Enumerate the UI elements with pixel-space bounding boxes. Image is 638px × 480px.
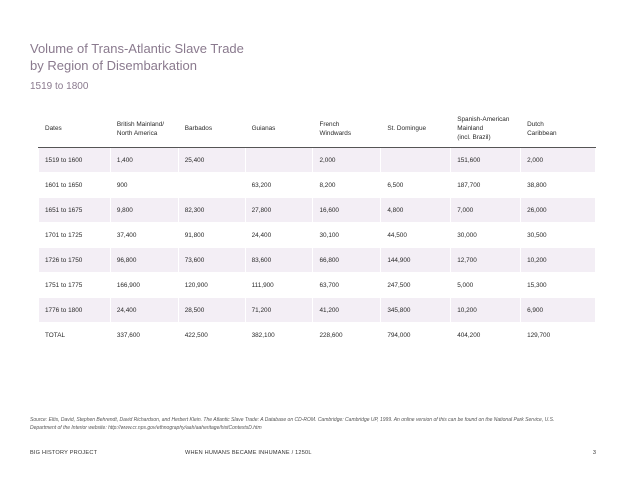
title-line-2: by Region of Disembarkation xyxy=(30,58,197,73)
table-row xyxy=(39,173,596,198)
value-cell: 27,800 xyxy=(245,198,313,223)
column-header xyxy=(451,110,521,148)
column-header-line: Dates xyxy=(45,125,62,132)
date-range-cell: 1651 to 1675 xyxy=(39,198,111,223)
value-cell xyxy=(381,148,451,173)
source-line-2: Department of the Interior website: http://www.cr.nps.gov/ethnography/aah/aaheritage/histContextsD.htm xyxy=(30,425,262,431)
total-cell: 404,200 xyxy=(451,323,521,348)
total-cell: 382,100 xyxy=(245,323,313,348)
value-cell: 6,500 xyxy=(381,173,451,198)
value-cell: 91,800 xyxy=(178,223,245,248)
value-cell: 10,200 xyxy=(521,248,596,273)
value-cell: 24,400 xyxy=(245,223,313,248)
value-cell xyxy=(178,173,245,198)
value-cell: 44,500 xyxy=(381,223,451,248)
value-cell: 15,300 xyxy=(521,273,596,298)
value-cell: 83,600 xyxy=(245,248,313,273)
table-row xyxy=(39,198,596,223)
column-header xyxy=(178,110,245,148)
column-header-line: North America xyxy=(116,129,158,137)
table-row xyxy=(39,148,596,173)
column-header-line: French xyxy=(319,120,340,128)
value-cell: 37,400 xyxy=(110,223,178,248)
column-header-line: St. Domingue xyxy=(387,125,427,132)
value-cell: 96,800 xyxy=(110,248,178,273)
value-cell: 63,200 xyxy=(245,173,313,198)
value-cell: 166,900 xyxy=(110,273,178,298)
value-cell: 41,200 xyxy=(313,298,381,323)
total-cell: 794,000 xyxy=(381,323,451,348)
value-cell: 1,400 xyxy=(110,148,178,173)
value-cell: 66,800 xyxy=(313,248,381,273)
date-range-cell: 1601 to 1650 xyxy=(39,173,111,198)
column-header xyxy=(313,110,381,148)
value-cell: 8,200 xyxy=(313,173,381,198)
column-header-line: Windwards xyxy=(319,129,352,137)
value-cell: 120,900 xyxy=(178,273,245,298)
value-cell: 71,200 xyxy=(245,298,313,323)
title-line-1: Volume of Trans-Atlantic Slave Trade xyxy=(30,41,244,56)
value-cell: 9,800 xyxy=(110,198,178,223)
footer-article-title: WHEN HUMANS BECAME INHUMANE / 1250L xyxy=(185,450,312,456)
value-cell: 6,900 xyxy=(521,298,596,323)
source-line-1: Source: Eltis, David, Stephen Behrendt, David Richardson, and Herbert Klein. The Atlantic Slave Trade: A Database on CD-ROM. Cambridge: Cambridge UP, 1999. An online version of this can be found on the National Park Service, U.S. xyxy=(30,417,555,423)
date-range-cell: 1519 to 1600 xyxy=(39,148,111,173)
value-cell xyxy=(245,148,313,173)
value-cell: 345,800 xyxy=(381,298,451,323)
column-header xyxy=(245,110,313,148)
value-cell: 2,000 xyxy=(521,148,596,173)
total-cell: 337,600 xyxy=(110,323,178,348)
value-cell: 30,000 xyxy=(451,223,521,248)
value-cell: 26,000 xyxy=(521,198,596,223)
value-cell: 5,000 xyxy=(451,273,521,298)
column-header-line: Mainland xyxy=(457,125,484,132)
column-header-line: Spanish-American xyxy=(457,116,510,123)
footer-project-name: BIG HISTORY PROJECT xyxy=(30,450,98,456)
page-footer xyxy=(30,450,596,460)
table-row xyxy=(39,248,596,273)
table-header-row xyxy=(39,110,596,148)
value-cell: 16,600 xyxy=(313,198,381,223)
total-row xyxy=(39,323,596,348)
column-header-line: British Mainland/ xyxy=(116,120,165,128)
value-cell: 12,700 xyxy=(451,248,521,273)
value-cell: 2,000 xyxy=(313,148,381,173)
value-cell: 144,900 xyxy=(381,248,451,273)
value-cell: 38,800 xyxy=(521,173,596,198)
total-cell: 422,500 xyxy=(178,323,245,348)
value-cell: 73,600 xyxy=(178,248,245,273)
value-cell: 82,300 xyxy=(178,198,245,223)
column-header xyxy=(381,110,451,148)
value-cell: 187,700 xyxy=(451,173,521,198)
column-header-line: Dutch xyxy=(527,120,544,128)
slave-trade-table xyxy=(38,110,596,348)
value-cell: 7,000 xyxy=(451,198,521,223)
date-range-subtitle: 1519 to 1800 xyxy=(30,81,89,92)
value-cell: 900 xyxy=(110,173,178,198)
value-cell: 111,900 xyxy=(245,273,313,298)
column-header-line: Guianas xyxy=(251,125,276,132)
page-number: 3 xyxy=(592,450,596,456)
date-range-cell: 1726 to 1750 xyxy=(39,248,111,273)
value-cell: 63,700 xyxy=(313,273,381,298)
date-range-cell: 1701 to 1725 xyxy=(39,223,111,248)
value-cell: 4,800 xyxy=(381,198,451,223)
value-cell: 151,600 xyxy=(451,148,521,173)
column-header xyxy=(39,110,111,148)
column-header xyxy=(521,110,596,148)
date-range-cell: 1751 to 1775 xyxy=(39,273,111,298)
value-cell: 30,500 xyxy=(521,223,596,248)
value-cell: 28,500 xyxy=(178,298,245,323)
total-label: TOTAL xyxy=(39,323,111,348)
source-citation xyxy=(30,416,608,432)
value-cell: 10,200 xyxy=(451,298,521,323)
table-row xyxy=(39,223,596,248)
value-cell: 30,100 xyxy=(313,223,381,248)
column-header-line: Caribbean xyxy=(527,129,557,137)
total-cell: 129,700 xyxy=(521,323,596,348)
column-header xyxy=(110,110,178,148)
column-header-line: (incl. Brazil) xyxy=(457,134,491,141)
total-cell: 228,600 xyxy=(313,323,381,348)
date-range-cell: 1776 to 1800 xyxy=(39,298,111,323)
value-cell: 24,400 xyxy=(110,298,178,323)
value-cell: 247,500 xyxy=(381,273,451,298)
value-cell: 25,400 xyxy=(178,148,245,173)
table-row xyxy=(39,273,596,298)
column-header-line: Barbados xyxy=(184,125,213,132)
table-row xyxy=(39,298,596,323)
page-title xyxy=(30,40,244,74)
